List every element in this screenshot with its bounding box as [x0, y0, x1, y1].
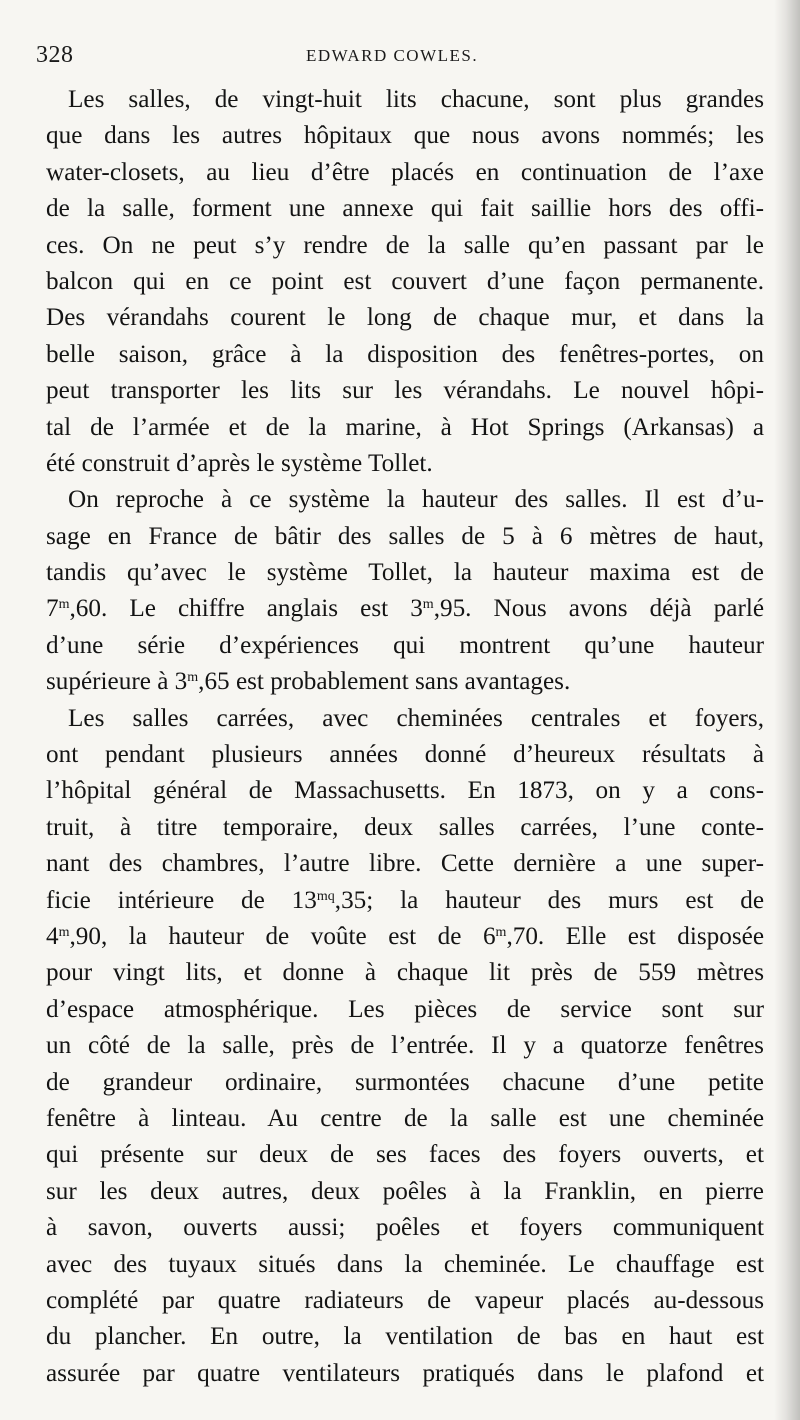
- text-segment: ,35; la hauteur des murs est de: [334, 886, 764, 914]
- text-line: [46, 591, 764, 627]
- text-line: tal de l’armée et de la marine, à Hot Springs (Arkansas) a: [46, 413, 764, 441]
- body-text: [46, 82, 764, 1392]
- text-segment: ,65 est probablement sans avantages.: [198, 668, 571, 696]
- text-line: [46, 883, 764, 919]
- text-line: de la salle, forment une annexe qui fait saillie hors des offi-: [46, 195, 764, 223]
- text-segment: 7: [46, 595, 59, 623]
- text-line: water-closets, au lieu d’être placés en continuation de l’axe: [46, 158, 764, 186]
- text-line: sage en France de bâtir des salles de 5 à 6 mètres de haut,: [46, 522, 764, 550]
- unit-superscript: m: [187, 670, 199, 686]
- page-number: 328: [36, 42, 74, 68]
- text-segment: 4: [46, 922, 59, 950]
- text-line: à savon, ouverts aussi; poêles et foyers communiquent: [46, 1214, 764, 1242]
- text-segment: supérieure à 3: [46, 668, 188, 696]
- text-segment: ,90, la hauteur de voûte est de 6: [69, 922, 496, 950]
- text-line: été construit d’après le système Tollet.: [46, 449, 433, 477]
- text-line: l’hôpital général de Massachusetts. En 1873, on y a cons-: [46, 777, 764, 805]
- text-line: balcon qui en ce point est couvert d’une façon permanente.: [46, 267, 764, 295]
- page-header: [36, 42, 766, 72]
- text-line: assurée par quatre ventilateurs pratiqués dans le plafond et: [46, 1359, 764, 1387]
- text-line: ces. On ne peut s’y rendre de la salle qu’en passant par le: [46, 231, 764, 259]
- text-line: d’espace atmosphérique. Les pièces de service sont sur: [46, 995, 764, 1023]
- text-line: belle saison, grâce à la disposition des fenêtres-portes, on: [46, 340, 764, 368]
- text-line: truit, à titre temporaire, deux salles carrées, l’une conte-: [46, 813, 764, 841]
- text-line: Les salles carrées, avec cheminées centrales et foyers,: [68, 704, 764, 732]
- text-line: Des vérandahs courent le long de chaque mur, et dans la: [46, 304, 764, 332]
- text-segment: ,70. Elle est disposée: [506, 922, 764, 950]
- text-line: ont pendant plusieurs années donné d’heureux résultats à: [46, 741, 764, 769]
- unit-superscript: mq: [316, 888, 335, 904]
- page-edge-shadow: [774, 0, 800, 1420]
- text-line: Les salles, de vingt-huit lits chacune, sont plus grandes: [68, 86, 764, 113]
- running-head: EDWARD COWLES.: [306, 46, 479, 65]
- text-line: d’une série d’expériences qui montrent qu’une hauteur: [46, 631, 764, 659]
- text-line: un côté de la salle, près de l’entrée. Il y a quatorze fenêtres: [46, 1032, 764, 1060]
- text-line: avec des tuyaux situés dans la cheminée. Le chauffage est: [46, 1250, 764, 1278]
- text-line: nant des chambres, l’autre libre. Cette dernière a une super-: [46, 850, 764, 878]
- text-line: sur les deux autres, deux poêles à la Franklin, en pierre: [46, 1177, 764, 1205]
- unit-superscript: m: [58, 597, 70, 613]
- text-line: On reproche à ce système la hauteur des salles. Il est d’u-: [68, 486, 764, 514]
- text-segment: ,95. Nous avons déjà parlé: [433, 595, 765, 623]
- unit-superscript: m: [422, 597, 434, 613]
- text-segment: ficie intérieure de 13: [46, 886, 317, 914]
- text-line: tandis qu’avec le système Tollet, la hauteur maxima est de: [46, 559, 764, 587]
- text-line: peut transporter les lits sur les vérandahs. Le nouvel hôpi-: [46, 377, 764, 405]
- text-line: [46, 919, 764, 955]
- text-line: du plancher. En outre, la ventilation de bas en haut est: [46, 1323, 764, 1351]
- text-line: que dans les autres hôpitaux que nous avons nommés; les: [46, 122, 764, 150]
- text-line: pour vingt lits, et donne à chaque lit près de 559 mètres: [46, 959, 764, 987]
- text-line: complété par quatre radiateurs de vapeur placés au-dessous: [46, 1286, 764, 1314]
- text-line: [46, 664, 764, 700]
- text-line: fenêtre à linteau. Au centre de la salle est une cheminée: [46, 1104, 764, 1132]
- text-line: qui présente sur deux de ses faces des foyers ouverts, et: [46, 1141, 764, 1169]
- text-line: de grandeur ordinaire, surmontées chacune d’une petite: [46, 1068, 764, 1096]
- unit-superscript: m: [495, 924, 507, 940]
- unit-superscript: m: [58, 924, 70, 940]
- text-segment: ,60. Le chiffre anglais est 3: [69, 595, 423, 623]
